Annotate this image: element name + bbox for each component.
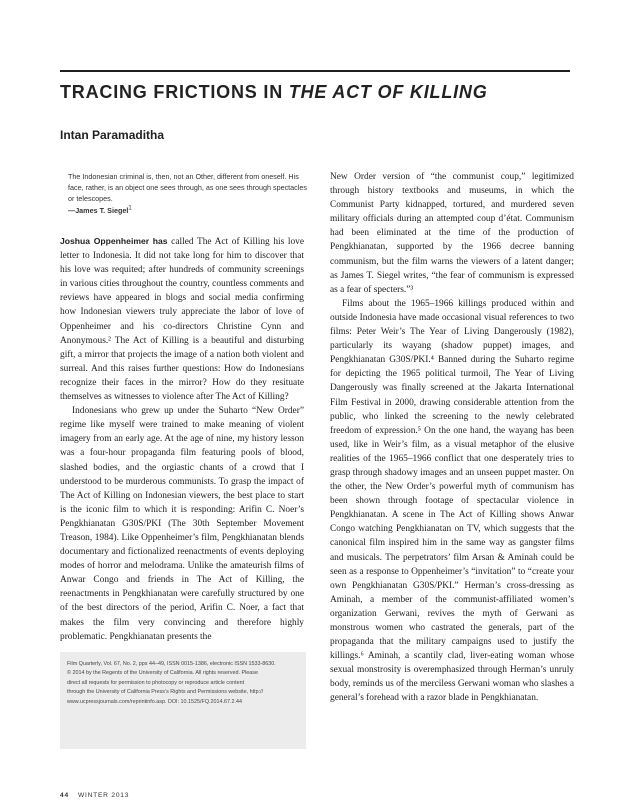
title-prefix: TRACING FRICTIONS IN bbox=[60, 82, 289, 102]
publication-info-line: Film Quarterly, Vol. 67, No. 2, pps 44–49, ISSN 0015-1386, electronic ISSN 1533-8630. bbox=[67, 661, 276, 667]
body-column-right bbox=[330, 170, 574, 802]
epigraph-attribution: —James T. Siegel bbox=[68, 205, 129, 215]
page-footer bbox=[60, 792, 129, 799]
article-title bbox=[60, 82, 570, 103]
paragraph-1 bbox=[60, 234, 304, 404]
publication-info-line: © 2014 by the Regents of the University of California. All rights reserved. Please bbox=[67, 670, 258, 677]
publication-info-line: www.ucpressjournals.com/reprintinfo.asp. DOI: 10.1525/FQ.2014.67.2.44 bbox=[67, 698, 242, 705]
paragraph-text: Films about the 1965–1966 killings produced within and outside Indonesia have made occasional visual references to two films: Peter Weir’s The Year of Living Dangerously (1982), particularly its wayang (shadow puppet) images, and Pengkhianatan G30S/PKI.⁴ Banned during the Suharto regime for depicting the 1965 political turmoil, The Year of Living Dangerously was finally screened at the Jakarta International Film Festival in 2000, drawing considerable attention from the public, who linked the screening to the newly celebrated freedom of expression.⁵ On the one hand, the wayang has been used, like in Weir’s film, as a visual metaphor of the elusive realities of the 1965–1966 conflict that one desperately tries to grasp through shadowy images and an unseen puppet master. On the other, the New Order’s powerful myth of communism has been shown through footage of spectacular violence in Pengkhianatan. A scene in The Act of Killing shows Anwar Congo watching Pengkhianatan on TV, which suggests that the canonical film inspired him in the same way as gangster films and musicals. The perpetrators’ film Arsan & Aminah could be seen as a response to Oppenheimer’s “invitation” to “create your own Pengkhianatan G30S/PKI.” Herman’s cross-dressing as Aminah, a member of the communist-affiliated women’s organization Gerwani, revives the myth of Gerwani as monstrous women who castrated the generals, part of the propaganda that the military campaigns used to justify the killings.⁶ Aminah, a scantily clad, liver-eating woman whose sexual monstrosity is overemphasized through Herman’s unruly body, reminds us of the merciless Gerwani woman who slashes a general’s forehead with a razor blade in Pengkhianatan. bbox=[330, 298, 574, 704]
paragraph-3 bbox=[330, 170, 574, 297]
publication-info-line: through the University of California Press’s Rights and Permissions website, http:// bbox=[67, 689, 264, 696]
publication-info-line: direct all requests for permission to photocopy or reproduce article content bbox=[67, 679, 245, 686]
publication-info-box bbox=[60, 652, 306, 749]
epigraph-attribution-line bbox=[68, 205, 314, 216]
page-number: 44 bbox=[60, 792, 69, 799]
issue-label: WINTER 2013 bbox=[77, 792, 130, 799]
paragraph-text: called The Act of Killing his love letter to Indonesia. It did not take long for him to discover that his love was requited; after hundreds of community screenings in various cities throughout the country, countless comments and reviews have appeared in blogs and social media confirming how Indonesian viewers truly appreciate the labor of love of Oppenheimer and his co-directors Christine Cynn and Anonymous.² The Act of Killing is a beautiful and disturbing gift, a mirror that projects the image of a nation both violent and surreal. And this raises further questions: How do Indonesians recognize their faces in the mirror? How do they resituate themselves as witnesses to violence after The Act of Killing? bbox=[60, 237, 304, 403]
title-film-name: THE ACT OF KILLING bbox=[288, 82, 488, 102]
body-column-left bbox=[60, 234, 304, 642]
paragraph-2 bbox=[60, 404, 304, 644]
paragraph-lead-in: Joshua Oppenheimer has bbox=[60, 236, 168, 246]
publication-info-text bbox=[67, 660, 300, 707]
epigraph-note-ref: 1 bbox=[128, 205, 132, 212]
epigraph-quote: The Indonesian criminal is, then, not an Other, different from oneself. His face, rather, is an object one sees through, as one sees through spectacles or telescopes. bbox=[68, 172, 307, 204]
title-rule bbox=[60, 70, 570, 72]
paragraph-4 bbox=[330, 297, 574, 706]
paragraph-text: Indonesians who grew up under the Suharto “New Order” regime like myself were trained to make meaning of violent imagery from an early age. At the age of nine, my history lesson was a four-hour propaganda film featuring pools of blood, slashed bodies, and the orgiastic chants of a crowd that I understood to be murderous communists. To grasp the impact of The Act of Killing on Indonesian viewers, the best place to start is the iconic film to which it is responding: Arifin C. Noer’s Pengkhianatan G30S/PKI (The 30th September Movement Treason, 1984). Like Oppenheimer’s film, Pengkhianatan blends documentary and fictionalized reenactments of events deploying modes of horror and melodrama. Unlike the amateurish films of Anwar Congo and friends in The Act of Killing, the reenactments in Pengkhianatan were carefully structured by one of the best directors of the period, Arifin C. Noer, a fact that makes the film very convincing and therefore highly problematic. Pengkhianatan presents the bbox=[60, 406, 304, 642]
epigraph bbox=[68, 171, 314, 216]
paragraph-text: New Order version of “the communist coup,” legitimized through history textbooks and museums, in which the Communist Party kidnapped, tortured, and murdered seven military officials during an attempted coup d’état. Communism had been eliminated at the time of the production of Pengkhianatan, supported by the 1966 decree banning communism, but the film warns the viewers of a latent danger; as James T. Siegel writes, “the fear of communism is expressed as a fear of specters.”³ bbox=[330, 172, 574, 295]
author-name: Intan Paramaditha bbox=[60, 128, 165, 142]
